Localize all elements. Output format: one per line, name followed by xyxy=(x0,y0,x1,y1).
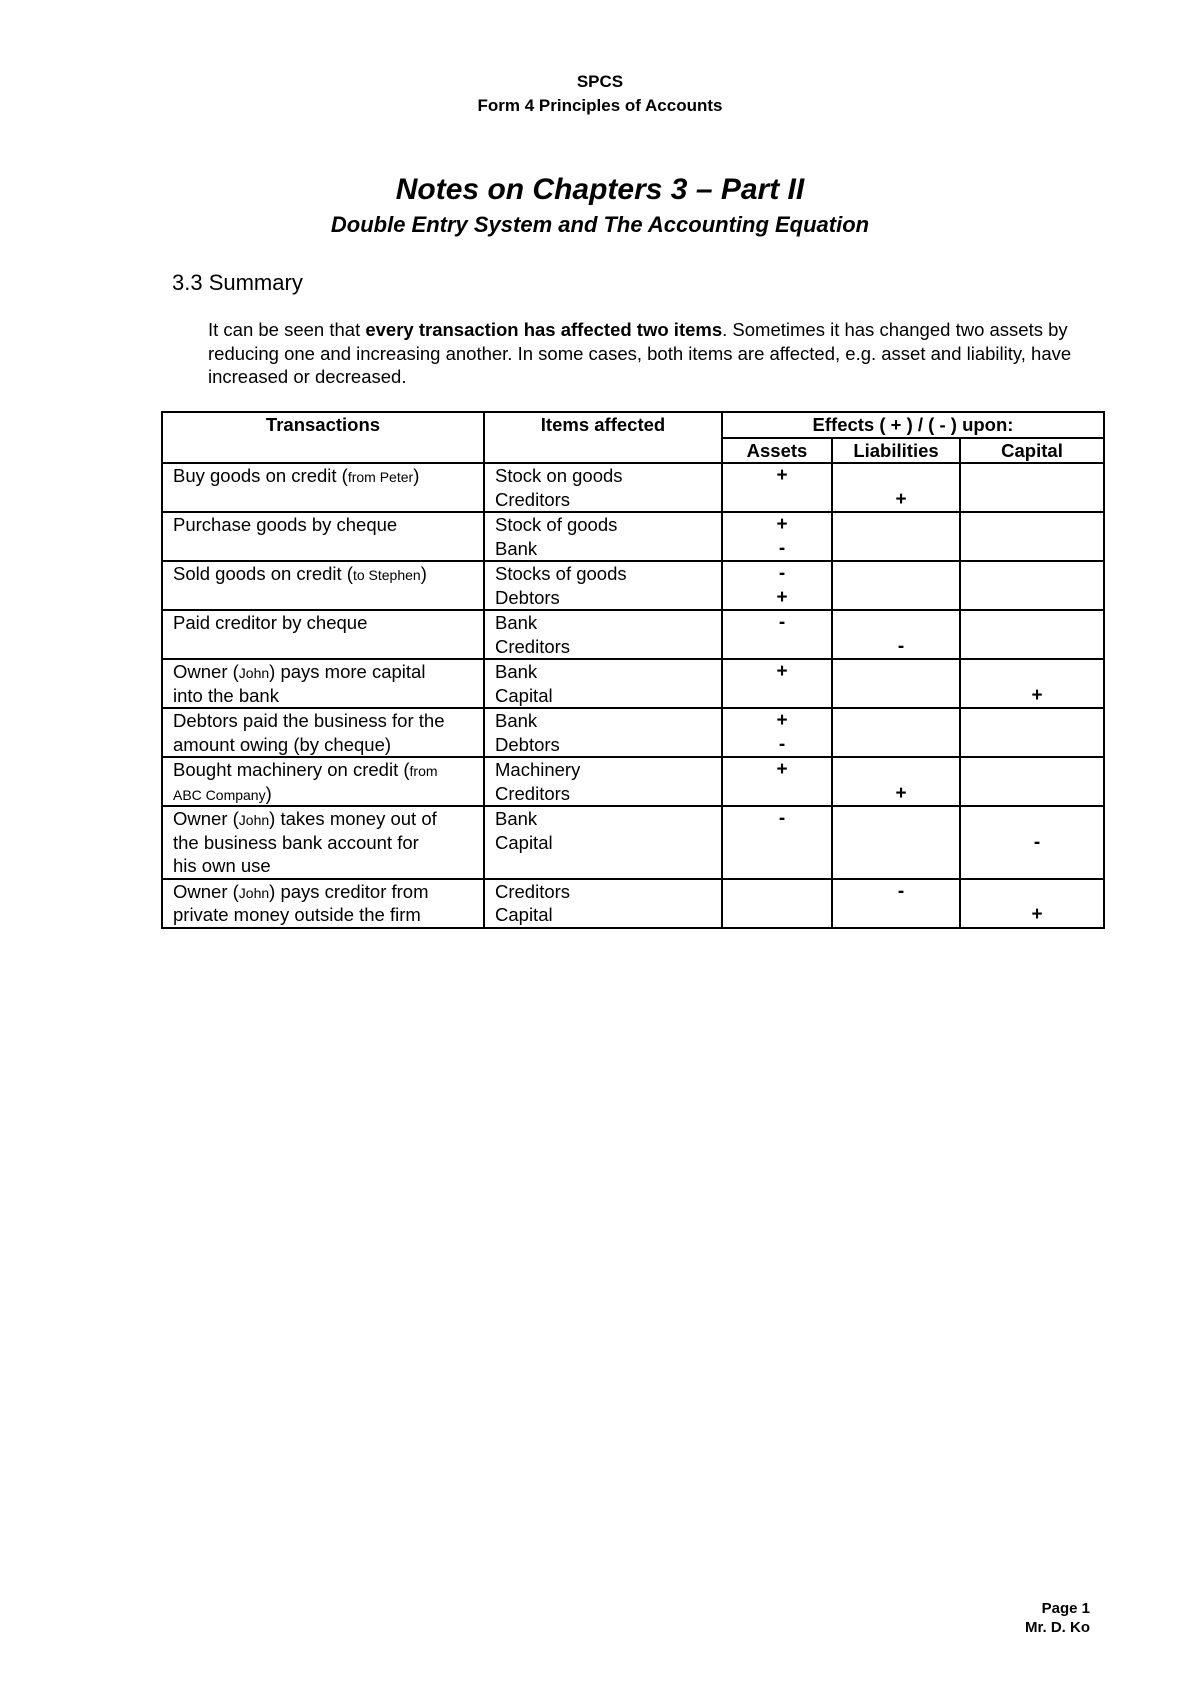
table-row xyxy=(162,463,1104,512)
transaction-cell: Owner (John) takes money out of the business bank account for his own use xyxy=(162,806,484,879)
liabilities-cell xyxy=(832,708,960,757)
items-cell: Stock on goods Creditors xyxy=(484,463,722,512)
section-heading: 3.3 Summary xyxy=(172,270,303,295)
table-row xyxy=(162,708,1104,757)
transaction-cell: Purchase goods by cheque xyxy=(162,512,484,561)
liabilities-cell xyxy=(832,806,960,879)
capital-cell xyxy=(960,512,1104,561)
capital-cell: + xyxy=(960,659,1104,708)
assets-cell: - + xyxy=(722,561,832,610)
items-cell: Stock of goods Bank xyxy=(484,512,722,561)
summary-table xyxy=(161,411,1105,929)
items-cell: Bank Creditors xyxy=(484,610,722,659)
capital-cell xyxy=(960,610,1104,659)
assets-cell: + xyxy=(722,659,832,708)
capital-cell: + xyxy=(960,879,1104,928)
transaction-cell: Paid creditor by cheque xyxy=(162,610,484,659)
capital-cell: - xyxy=(960,806,1104,879)
liabilities-cell xyxy=(832,512,960,561)
items-cell: Bank Capital xyxy=(484,806,722,879)
assets-cell: + xyxy=(722,463,832,512)
transaction-cell: Buy goods on credit (from Peter) xyxy=(162,463,484,512)
items-cell: Bank Capital xyxy=(484,659,722,708)
table-row xyxy=(162,610,1104,659)
para-suffix: . Sometimes it has changed two assets by reducing one and increasing another. In some cases, both items are affected, e.g. asset and liability, have increased or decreased. xyxy=(208,319,1072,387)
transaction-cell: Debtors paid the business for the amount owing (by cheque) xyxy=(162,708,484,757)
capital-cell xyxy=(960,757,1104,806)
table-row xyxy=(162,561,1104,610)
capital-cell xyxy=(960,463,1104,512)
course-name: Form 4 Principles of Accounts xyxy=(477,96,723,115)
table-row xyxy=(162,757,1104,806)
header-items-affected: Items affected xyxy=(484,412,722,463)
para-prefix: It can be seen that xyxy=(208,319,366,340)
capital-cell xyxy=(960,561,1104,610)
para-bold: every transaction has affected two items xyxy=(365,319,723,340)
assets-cell: + xyxy=(722,757,832,806)
items-cell: Bank Debtors xyxy=(484,708,722,757)
header-assets: Assets xyxy=(722,438,832,464)
liabilities-cell xyxy=(832,659,960,708)
table-row xyxy=(162,879,1104,928)
liabilities-cell xyxy=(832,561,960,610)
assets-cell: + - xyxy=(722,708,832,757)
items-cell: Creditors Capital xyxy=(484,879,722,928)
header-effects: Effects ( + ) / ( - ) upon: xyxy=(722,412,1104,438)
transaction-cell: Owner (John) pays creditor from private money outside the firm xyxy=(162,879,484,928)
transaction-cell: Sold goods on credit (to Stephen) xyxy=(162,561,484,610)
document-title: Notes on Chapters 3 – Part II xyxy=(395,173,805,206)
table-row xyxy=(162,806,1104,879)
items-cell: Machinery Creditors xyxy=(484,757,722,806)
liabilities-cell: + xyxy=(832,463,960,512)
header-transactions: Transactions xyxy=(162,412,484,463)
assets-cell: + - xyxy=(722,512,832,561)
header-capital: Capital xyxy=(960,438,1104,464)
author-name: Mr. D. Ko xyxy=(1024,1619,1090,1636)
assets-cell: - xyxy=(722,806,832,879)
liabilities-cell: - xyxy=(832,610,960,659)
school-name: SPCS xyxy=(576,72,624,91)
document-subtitle: Double Entry System and The Accounting Equation xyxy=(330,212,870,237)
assets-cell: - xyxy=(722,610,832,659)
liabilities-cell: - xyxy=(832,879,960,928)
liabilities-cell: + xyxy=(832,757,960,806)
table-row xyxy=(162,659,1104,708)
items-cell: Stocks of goods Debtors xyxy=(484,561,722,610)
header-liabilities: Liabilities xyxy=(832,438,960,464)
transaction-cell: Bought machinery on credit (from ABC Company) xyxy=(162,757,484,806)
assets-cell xyxy=(722,879,832,928)
capital-cell xyxy=(960,708,1104,757)
table-row xyxy=(162,512,1104,561)
page-number: Page 1 xyxy=(1041,1600,1090,1617)
page-footer xyxy=(1025,1599,1090,1637)
transaction-cell: Owner (John) pays more capital into the bank xyxy=(162,659,484,708)
summary-paragraph xyxy=(208,318,1108,389)
